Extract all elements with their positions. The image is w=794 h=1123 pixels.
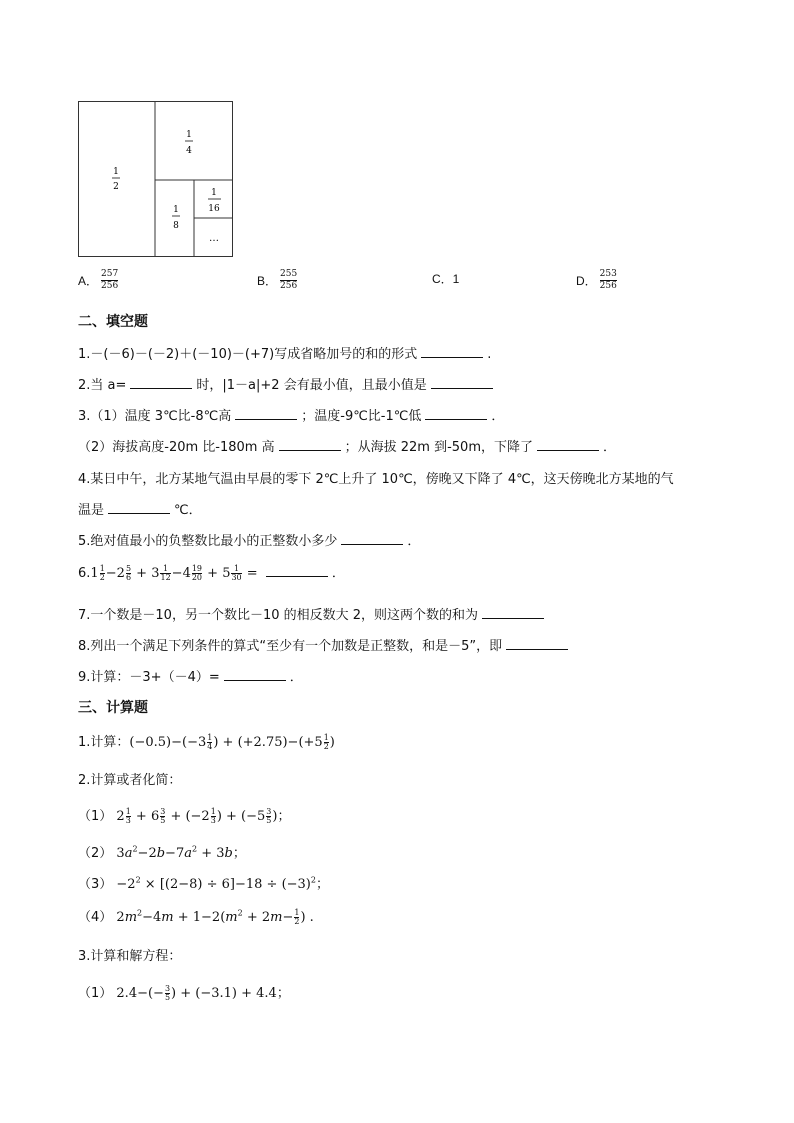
option-d-den: 256	[599, 281, 617, 291]
fill-q2-blank-1[interactable]	[130, 376, 192, 389]
fill-q6-expression: 1 $\frac{1}{2}$ −2 $\frac{5}{6}$ + 3 $\frac{1}{12}$ −4 $\frac{19}{20}$ + 5 $\frac{1}{30}$ =	[90, 564, 262, 582]
option-a-den: 256	[101, 281, 119, 291]
option-b-num: 255	[280, 269, 298, 279]
fill-q2-text-b: 时，|1－a|+2 会有最小值，且最小值是	[196, 378, 427, 393]
section-fill-in-title: 二、填空题	[78, 314, 148, 330]
option-b[interactable]	[257, 270, 297, 291]
label-quarter-den: 4	[186, 146, 192, 156]
option-c-label: C．1	[432, 272, 460, 286]
option-b-den: 256	[280, 281, 298, 291]
fill-q9	[78, 666, 303, 685]
label-eighth-den: 8	[173, 221, 179, 231]
fill-q3-2-blank-2[interactable]	[537, 438, 599, 451]
calc-q2-1-label: （1）	[78, 809, 113, 824]
fill-q3-1-text-a: 3.（1）温度 3℃比-8℃高	[78, 409, 232, 424]
calc-q2-2-label: （2）	[78, 846, 113, 861]
label-half-den: 2	[113, 182, 119, 192]
fill-q3-1-text-b: ；温度-9℃比-1℃低	[301, 409, 422, 424]
option-d-num: 253	[599, 269, 617, 279]
option-a-fraction	[101, 270, 118, 291]
fill-q8-text: 8.列出一个满足下列条件的算式“至少有一个加数是正整数，和是－5”，即	[78, 639, 503, 654]
fill-q7	[78, 604, 548, 623]
calc-q2-1-expression: 2 $\frac{1}{3}$ + 6 $\frac{3}{5}$ + (−2 $\frac{1}{3}$ ) + (−5 $\frac{3}{5}$ )；	[112, 807, 291, 825]
fill-q3-2-blank-1[interactable]	[279, 438, 341, 451]
calc-q3-title: 3.计算和解方程：	[78, 949, 182, 964]
fill-q6-blank[interactable]	[266, 564, 328, 577]
option-a-label: A．	[78, 274, 99, 288]
fill-q8	[78, 635, 572, 654]
fill-q1-end: .	[487, 347, 492, 362]
option-d-label: D．	[576, 274, 597, 288]
option-a[interactable]	[78, 270, 118, 291]
fill-q5	[78, 530, 420, 549]
fill-q4-line1	[78, 468, 674, 487]
calc-q2-4	[78, 906, 314, 926]
calc-q2-4-label: （4）	[78, 910, 113, 925]
section-calc-title: 三、计算题	[78, 700, 148, 716]
calc-q2-title: 2.计算或者化简：	[78, 773, 182, 788]
fill-q4-text-b: 温是	[78, 503, 105, 518]
fill-q3-1-blank-2[interactable]	[425, 407, 487, 420]
calc-q2-2-expression: $3a^2-2b-7a^2 + 3b$；	[112, 844, 246, 861]
option-d-fraction	[600, 270, 617, 291]
calc-q2-3-label: （3）	[78, 877, 113, 892]
fill-q3-2	[78, 436, 616, 455]
fill-q2-blank-2[interactable]	[431, 376, 493, 389]
label-half-num: 1	[113, 167, 119, 177]
fill-q4-line2	[78, 499, 202, 518]
fill-q1	[78, 343, 491, 362]
calc-q2-3-expression: $-2^2 \times [(2-8) \div 6]-18 \div (-3)^2$；	[112, 875, 329, 892]
fill-q4-text-a: 4.某日中午，北方某地气温由早晨的零下 2℃上升了 10℃，傍晚又下降了 4℃，这天傍晚北方某地的气	[78, 472, 674, 487]
fraction-square-diagram	[78, 101, 233, 257]
calc-q2-4-expression: $2m^2-4m + 1-2(m^2 + 2m-$ $\frac{1}{2}$ ) .	[112, 908, 314, 926]
fill-q1-text: 1.－(－6)－(－2)＋(－10)－(+7)写成省略加号的和的形式	[78, 347, 418, 362]
fill-q3-1-end: ．	[491, 409, 505, 424]
calc-q1-prefix: 1.计算：	[78, 735, 130, 750]
fill-q9-text: 9.计算：－3+（－4）=	[78, 670, 220, 685]
calc-q2-2	[78, 842, 246, 861]
fill-q3-2-text-a: （2）海拔高度-20m 比-180m 高	[78, 440, 275, 455]
label-sixteenth-num: 1	[211, 188, 217, 198]
fill-q7-text: 7.一个数是－10，另一个数比－10 的相反数大 2，则这两个数的和为	[78, 608, 479, 623]
option-d[interactable]	[576, 270, 617, 291]
fill-q3-2-text-b: ；从海拔 22m 到-50m，下降了	[344, 440, 533, 455]
fill-q2	[78, 374, 497, 393]
fill-q3-2-end: ．	[602, 440, 616, 455]
fill-q6	[78, 562, 345, 582]
fill-q6-end: ．	[331, 566, 345, 581]
fill-q6-prefix: 6.	[78, 566, 91, 581]
option-a-num: 257	[101, 269, 119, 279]
label-quarter-num: 1	[186, 130, 192, 140]
calc-q3-1	[78, 982, 290, 1002]
label-ellipsis: …	[209, 233, 219, 244]
fill-q7-blank[interactable]	[482, 606, 544, 619]
fill-q3-1-blank-1[interactable]	[235, 407, 297, 420]
label-sixteenth-den: 16	[208, 204, 220, 214]
fill-q4-text-c: ℃．	[174, 503, 202, 518]
fill-q5-text: 5.绝对值最小的负整数比最小的正整数小多少	[78, 534, 338, 549]
fill-q1-blank[interactable]	[421, 345, 483, 358]
label-eighth-num: 1	[173, 205, 179, 215]
option-b-fraction	[280, 270, 297, 291]
calc-q1	[78, 731, 335, 751]
calc-q2-3	[78, 873, 329, 892]
fill-q5-end: ．	[407, 534, 421, 549]
fill-q8-blank[interactable]	[506, 637, 568, 650]
option-b-label: B．	[257, 274, 278, 288]
calc-q3-1-label: （1）	[78, 986, 113, 1001]
fill-q9-blank[interactable]	[224, 668, 286, 681]
calc-q1-expression: (−0.5)−(−3 $\frac{1}{4}$ ) + (+2.75)−(+5 $\frac{1}{2}$ )	[129, 733, 335, 751]
fraction-square-svg	[78, 101, 233, 257]
calc-q2-1	[78, 805, 290, 825]
fill-q3-1	[78, 405, 504, 424]
fill-q5-blank[interactable]	[341, 532, 403, 545]
fill-q4-blank[interactable]	[108, 501, 170, 514]
calc-q3-1-expression: 2.4−(− $\frac{3}{5}$ ) + (−3.1) + 4.4；	[112, 984, 290, 1002]
option-c[interactable]	[432, 270, 459, 287]
fill-q2-text-a: 2.当 a=	[78, 378, 127, 393]
fill-q9-end: ．	[289, 670, 303, 685]
